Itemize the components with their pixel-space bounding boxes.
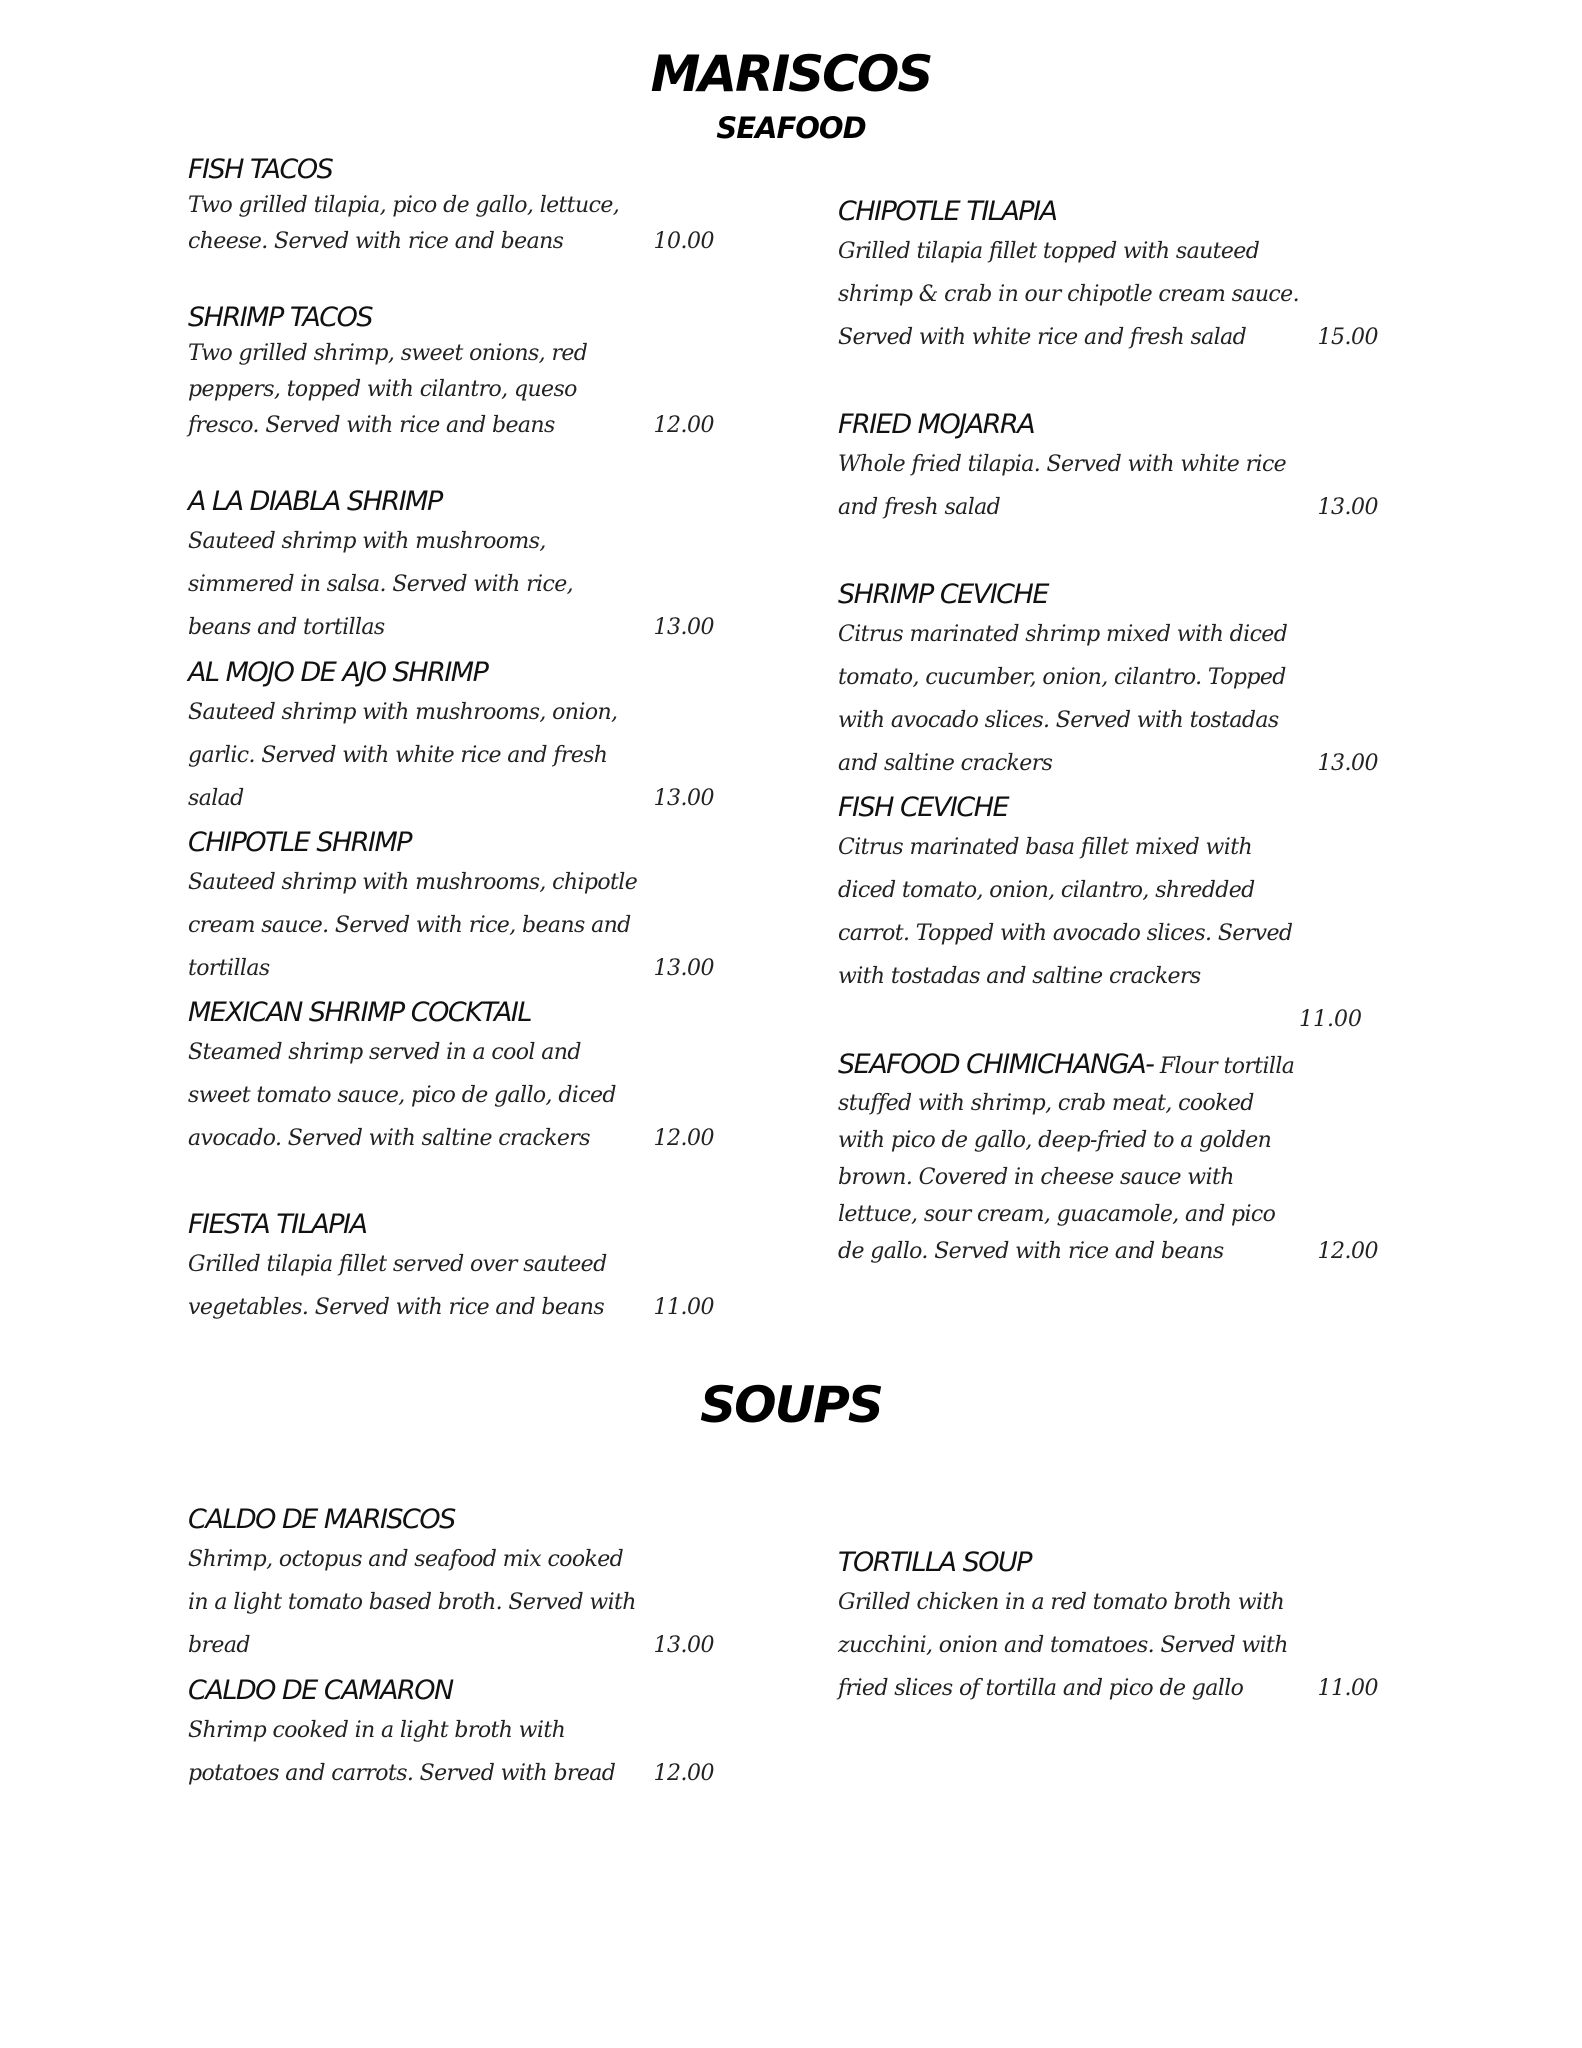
menu-item-caldo-de-mariscos <box>188 1502 714 1667</box>
item-description: Flour tortilla stuffed with shrimp, crab meat, cooked with pico de gallo, deep-fried to a golden brown. Covered in cheese sauce with lettuce, sour cream, guacamole, and pico de gallo. Served with rice and beans <box>838 1054 1295 1264</box>
menu-item-shrimp-tacos <box>188 300 714 444</box>
item-description: Two grilled tilapia, pico de gallo, lettuce, cheese. Served with rice and beans <box>188 193 620 254</box>
item-name: CHIPOTLE SHRIMP <box>188 827 412 858</box>
item-name: SHRIMP TACOS <box>188 302 373 333</box>
item-name: MEXICAN SHRIMP COCKTAIL <box>188 997 531 1028</box>
section-title-soups: SOUPS <box>700 1376 882 1434</box>
item-description: Grilled tilapia fillet served over sauteed vegetables. Served with rice and beans <box>188 1252 607 1320</box>
item-name: FISH CEVICHE <box>838 792 1009 823</box>
menu-item-fiesta-tilapia <box>188 1207 714 1329</box>
item-name: FIESTA TILAPIA <box>188 1209 367 1240</box>
menu-item-shrimp-ceviche <box>838 577 1378 785</box>
item-price: 13.00 <box>653 956 714 981</box>
menu-item-chipotle-tilapia <box>838 194 1378 359</box>
item-name: CALDO DE CAMARON <box>188 1675 453 1706</box>
item-price: 11.00 <box>653 1295 714 1320</box>
item-name: SHRIMP CEVICHE <box>838 579 1048 610</box>
menu-item-seafood-chimichanga <box>838 1046 1378 1270</box>
section-subtitle-seafood: SEAFOOD <box>716 111 866 145</box>
item-name: CHIPOTLE TILAPIA <box>838 196 1057 227</box>
item-description: Two grilled shrimp, sweet onions, red peppers, topped with cilantro, queso fresco. Served with rice and beans <box>188 341 588 438</box>
menu-item-chipotle-shrimp <box>188 825 714 990</box>
item-price: 13.00 <box>653 786 714 811</box>
menu-item-fried-mojarra <box>838 407 1378 529</box>
item-description: Shrimp cooked in a light broth with potatoes and carrots. Served with bread <box>188 1718 616 1786</box>
item-name: A LA DIABLA SHRIMP <box>188 486 442 517</box>
item-price: 12.00 <box>653 413 714 438</box>
item-price: 15.00 <box>1317 325 1378 350</box>
item-description: Steamed shrimp served in a cool and sweet tomato sauce, pico de gallo, diced avocado. Served with saltine crackers <box>188 1040 616 1151</box>
menu-item-fish-tacos <box>188 152 714 260</box>
item-price: 11.00 <box>1299 1007 1362 1032</box>
item-price: 12.00 <box>653 1761 714 1786</box>
item-description: Shrimp, octopus and seafood mix cooked in a light tomato based broth. Served with bread <box>188 1547 636 1658</box>
item-name: TORTILLA SOUP <box>838 1547 1032 1578</box>
item-price: 13.00 <box>653 1633 714 1658</box>
item-description: Citrus marinated shrimp mixed with diced tomato, cucumber, onion, cilantro. Topped with avocado slices. Served with tostadas and saltine crackers <box>838 622 1288 776</box>
item-description: Citrus marinated basa fillet mixed with diced tomato, onion, cilantro, shredded carrot. Topped with avocado slices. Served with tostadas and saltine crackers <box>838 835 1293 989</box>
item-name: FRIED MOJARRA <box>838 409 1035 440</box>
item-price: 10.00 <box>653 229 714 254</box>
item-name: AL MOJO DE AJO SHRIMP <box>188 657 488 688</box>
item-description: Whole fried tilapia. Served with white rice and fresh salad <box>838 452 1287 520</box>
menu-item-caldo-de-camaron <box>188 1673 714 1795</box>
menu-item-mexican-shrimp-cocktail <box>188 995 714 1160</box>
menu-item-fish-ceviche <box>838 790 1378 1041</box>
menu-item-tortilla-soup <box>838 1545 1378 1710</box>
item-price: 13.00 <box>1317 751 1378 776</box>
item-description: Sauteed shrimp with mushrooms, onion, garlic. Served with white rice and fresh salad <box>188 700 618 811</box>
item-description: Sauteed shrimp with mushrooms, chipotle cream sauce. Served with rice, beans and tortillas <box>188 870 638 981</box>
menu-item-al-mojo-de-ajo-shrimp <box>188 655 714 820</box>
item-description: Sauteed shrimp with mushrooms, simmered in salsa. Served with rice, beans and tortillas <box>188 529 574 640</box>
item-price: 12.00 <box>1317 1239 1378 1264</box>
item-price: 13.00 <box>1317 495 1378 520</box>
item-price: 13.00 <box>653 615 714 640</box>
menu-item-a-la-diabla-shrimp <box>188 484 714 649</box>
item-price: 11.00 <box>1317 1676 1378 1701</box>
item-name: CALDO DE MARISCOS <box>188 1504 455 1535</box>
section-title-mariscos: MARISCOS <box>650 45 932 103</box>
item-description: Grilled chicken in a red tomato broth with zucchini, onion and tomatoes. Served with fried slices of tortilla and pico de gallo <box>838 1590 1288 1701</box>
item-price: 12.00 <box>653 1126 714 1151</box>
item-name: SEAFOOD CHIMICHANGA- <box>838 1049 1154 1080</box>
item-name: FISH TACOS <box>188 154 333 185</box>
item-description: Grilled tilapia fillet topped with sauteed shrimp & crab in our chipotle cream sauce. Served with white rice and fresh salad <box>838 239 1299 350</box>
